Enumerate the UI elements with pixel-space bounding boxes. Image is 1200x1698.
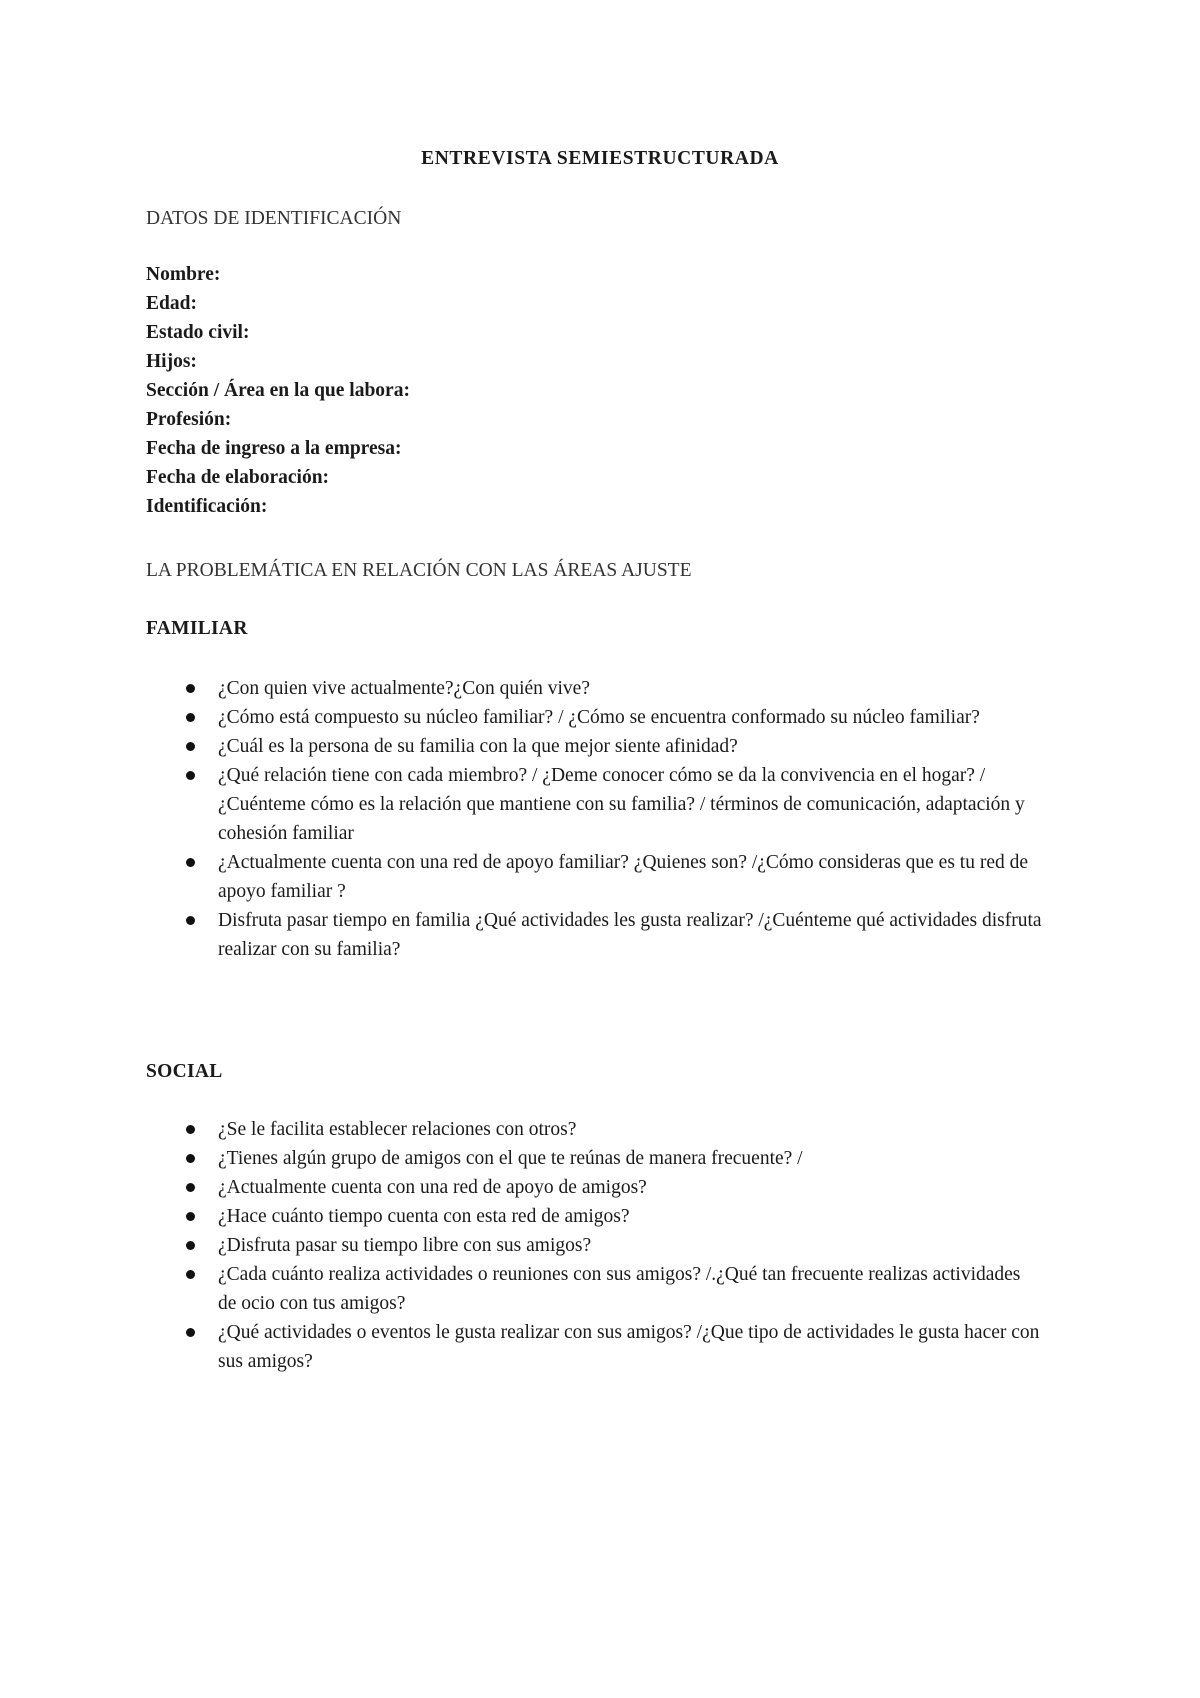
bullet-icon xyxy=(186,1212,195,1221)
question-text: ¿Se le facilita establecer relaciones con otros? xyxy=(218,1119,577,1140)
field-edad: Edad: xyxy=(146,293,197,314)
bullet-icon xyxy=(186,684,195,693)
list-item xyxy=(182,761,1042,848)
problem-heading: LA PROBLEMÁTICA EN RELACIÓN CON LAS ÁREAS AJUSTE xyxy=(146,560,692,581)
list-item xyxy=(182,1202,1042,1231)
identification-fields xyxy=(146,260,1046,521)
question-text: ¿Hace cuánto tiempo cuenta con esta red de amigos? xyxy=(218,1206,630,1227)
list-item xyxy=(182,1318,1042,1376)
field-seccion-area: Sección / Área en la que labora: xyxy=(146,380,410,401)
field-hijos: Hijos: xyxy=(146,351,197,372)
list-item xyxy=(182,1115,1042,1144)
question-text: ¿Con quien vive actualmente?¿Con quién vive? xyxy=(218,678,590,699)
field-identificacion: Identificación: xyxy=(146,496,268,517)
question-text: ¿Disfruta pasar su tiempo libre con sus amigos? xyxy=(218,1235,592,1256)
list-item xyxy=(182,1260,1042,1318)
list-item xyxy=(182,906,1042,964)
question-text: ¿Cómo está compuesto su núcleo familiar? / ¿Cómo se encuentra conformado su núcleo familiar? xyxy=(218,707,980,728)
bullet-icon xyxy=(186,1183,195,1192)
bullet-icon xyxy=(186,858,195,867)
bullet-icon xyxy=(186,1270,195,1279)
question-text: ¿Qué actividades o eventos le gusta realizar con sus amigos? /¿Que tipo de actividades le gusta hacer con sus amigos? xyxy=(218,1322,1040,1372)
social-heading: SOCIAL xyxy=(146,1061,223,1082)
bullet-icon xyxy=(186,713,195,722)
question-text: ¿Cuál es la persona de su familia con la que mejor siente afinidad? xyxy=(218,736,738,757)
list-item xyxy=(182,1231,1042,1260)
document-title: ENTREVISTA SEMIESTRUCTURADA xyxy=(421,148,779,169)
field-nombre: Nombre: xyxy=(146,264,221,285)
question-text: ¿Tienes algún grupo de amigos con el que te reúnas de manera frecuente? / xyxy=(218,1148,803,1169)
question-text: Disfruta pasar tiempo en familia ¿Qué actividades les gusta realizar? /¿Cuénteme qué actividades disfruta realizar con su familia? xyxy=(218,910,1042,960)
question-text: ¿Actualmente cuenta con una red de apoyo de amigos? xyxy=(218,1177,647,1198)
list-item xyxy=(182,732,1042,761)
social-question-list xyxy=(182,1115,1042,1376)
list-item xyxy=(182,1173,1042,1202)
bullet-icon xyxy=(186,1328,195,1337)
bullet-icon xyxy=(186,1125,195,1134)
list-item xyxy=(182,848,1042,906)
bullet-icon xyxy=(186,1154,195,1163)
bullet-icon xyxy=(186,742,195,751)
bullet-icon xyxy=(186,1241,195,1250)
list-item xyxy=(182,1144,1042,1173)
list-item xyxy=(182,674,1042,703)
question-text: ¿Qué relación tiene con cada miembro? / ¿Deme conocer cómo se da la convivencia en el hogar? / ¿Cuénteme cómo es la relación que mantiene con su familia? / términos de comunicación, adaptación y cohesión familiar xyxy=(218,765,1025,844)
field-fecha-elaboracion: Fecha de elaboración: xyxy=(146,467,330,488)
question-text: ¿Cada cuánto realiza actividades o reuniones con sus amigos? /.¿Qué tan frecuente realizas actividades de ocio con tus amigos? xyxy=(218,1264,1021,1314)
familiar-question-list xyxy=(182,674,1042,964)
bullet-icon xyxy=(186,916,195,925)
question-text: ¿Actualmente cuenta con una red de apoyo familiar? ¿Quienes son? /¿Cómo consideras que es tu red de apoyo familiar ? xyxy=(218,852,1029,902)
field-fecha-ingreso: Fecha de ingreso a la empresa: xyxy=(146,438,402,459)
familiar-heading: FAMILIAR xyxy=(146,618,248,639)
bullet-icon xyxy=(186,771,195,780)
identification-heading: DATOS DE IDENTIFICACIÓN xyxy=(146,208,402,229)
list-item xyxy=(182,703,1042,732)
field-estado-civil: Estado civil: xyxy=(146,322,250,343)
field-profesion: Profesión: xyxy=(146,409,232,430)
